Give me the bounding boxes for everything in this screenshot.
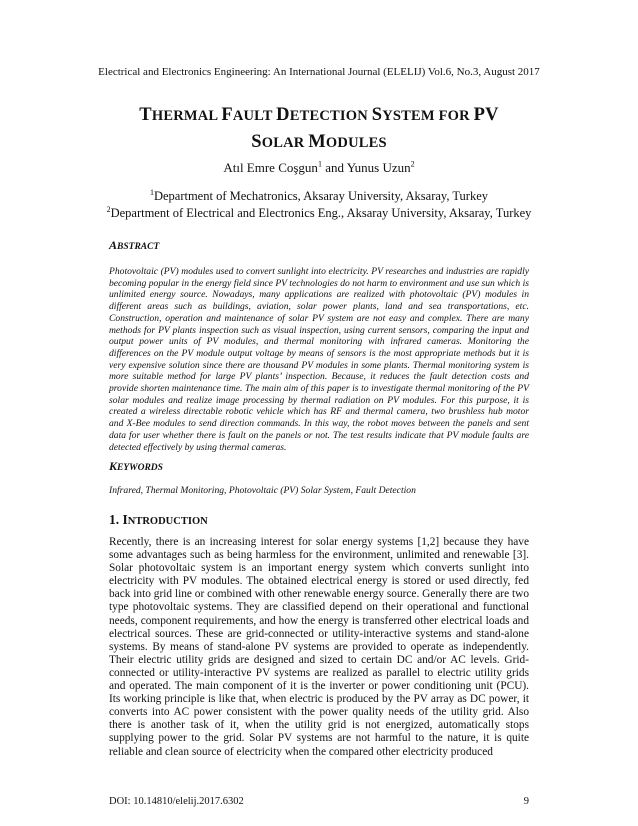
introduction-text: Recently, there is an increasing interest for solar energy systems [1,2] because they have some advantages such as being harmless for the environment, unlimited and renewable [3]. Solar photovoltaic system is an important energy system which converts sunlight into electricity with PV modules. The obtained electrical energy is stored or used directly, fed back into grid line or combined with other renewable energy source. Generally there are two type photovoltaic systems. They are classified depend on their operational and functional needs, component requirements, and how the energy is transferred other electrical loads and electrical sources. These are grid-connected or utility-interactive systems and stand-alone systems. By means of stand-alone PV systems are provided to operate as independently. Their electric utility grids are designed and sized to certain DC and/or AC levels. Grid-connected or utility-interactive PV systems are realized as parallel to electric utility grids and operated. The main component of it is the inverter or power conditioning unit (PCU). Its working principle is like that, when electric is produced by the PV array as DC power, it converts into AC power consistent with the power quality needs of the utility grid. Also there is another task of it, when the utility grid is not energized, automatically stops supplying power to the grid. Solar PV systems are not harmful to the nature, it is quite reliable and clean source of electricity when the compared other electricity produced [109,536,529,758]
affiliations [60,188,578,222]
abstract-heading: ABSTRACT [109,238,160,252]
footer-doi: DOI: 10.14810/elelij.2017.6302 [109,796,244,807]
section-heading-introduction: 1. INTRODUCTION [109,512,208,527]
keywords-heading: KEYWORDS [109,459,163,473]
author-list: Atıl Emre Coşgun$^1$ and Yunus Uzun$^2$ [223,159,415,175]
affiliation-1: $^1$Department of Mechatronics, Aksaray University, Aksaray, Turkey [149,187,489,203]
author-name: Atıl Emre Coşgun [223,160,318,175]
author-name: Yunus Uzun [346,160,411,175]
title-line-2: SOLAR MODULES [251,132,387,152]
keywords-text: Infrared, Thermal Monitoring, Photovoltaic (PV) Solar System, Fault Detection [109,485,416,496]
paper-title [80,102,558,156]
title-line-1: THERMAL FAULT DETECTION SYSTEM FOR PV [139,105,499,125]
abstract-text: Photovoltaic (PV) modules used to convert sunlight into electricity. PV researches and industries are rapidly becoming popular in the energy field since PV technologies do not harm to environment and use sun which is unlimited energy source. Nowadays, many applications are realized with photovoltaic (PV) modules in different areas such as buildings, aviation, solar power plants, land and sea transportations, etc. Construction, operation and maintenance of solar PV system are not easy and complex. There are many methods for PV plants inspection such as visual inspection, using current sensors, comparing the input and output power units of PV modules, and thermal monitoring with infrared cameras. Monitoring the differences on the PV module output voltage by means of sensors is the most appropriate methods but it is very expensive solution since there are thousand PV modules in some plants. Thermal monitoring system is more suitable method for large PV plants’ inspection. Because, it reduces the fault detection costs and provide shorten maintenance time. The main aim of this paper is to investigate thermal monitoring of the PV solar modules and realize image processing by thermal radiation on PV modules. For this purpose, it is created a wireless directable robotic vehicle which has RF and thermal camera, two brushless hub motor and X-Bee modules to send direction commands. In this way, the robot moves between the panels and sent data for user whether there is fault on the panels or not. The test results indicate that PV module faults are detected effectively by using thermal cameras. [109,266,529,453]
affiliation-2: $^2$Department of Electrical and Electronics Eng., Aksaray University, Aksaray, Turkey [106,204,532,220]
running-header: Electrical and Electronics Engineering: An International Journal (ELELIJ) Vol.6, No.3, August 2017 [98,66,540,78]
page-number: 9 [523,796,529,807]
